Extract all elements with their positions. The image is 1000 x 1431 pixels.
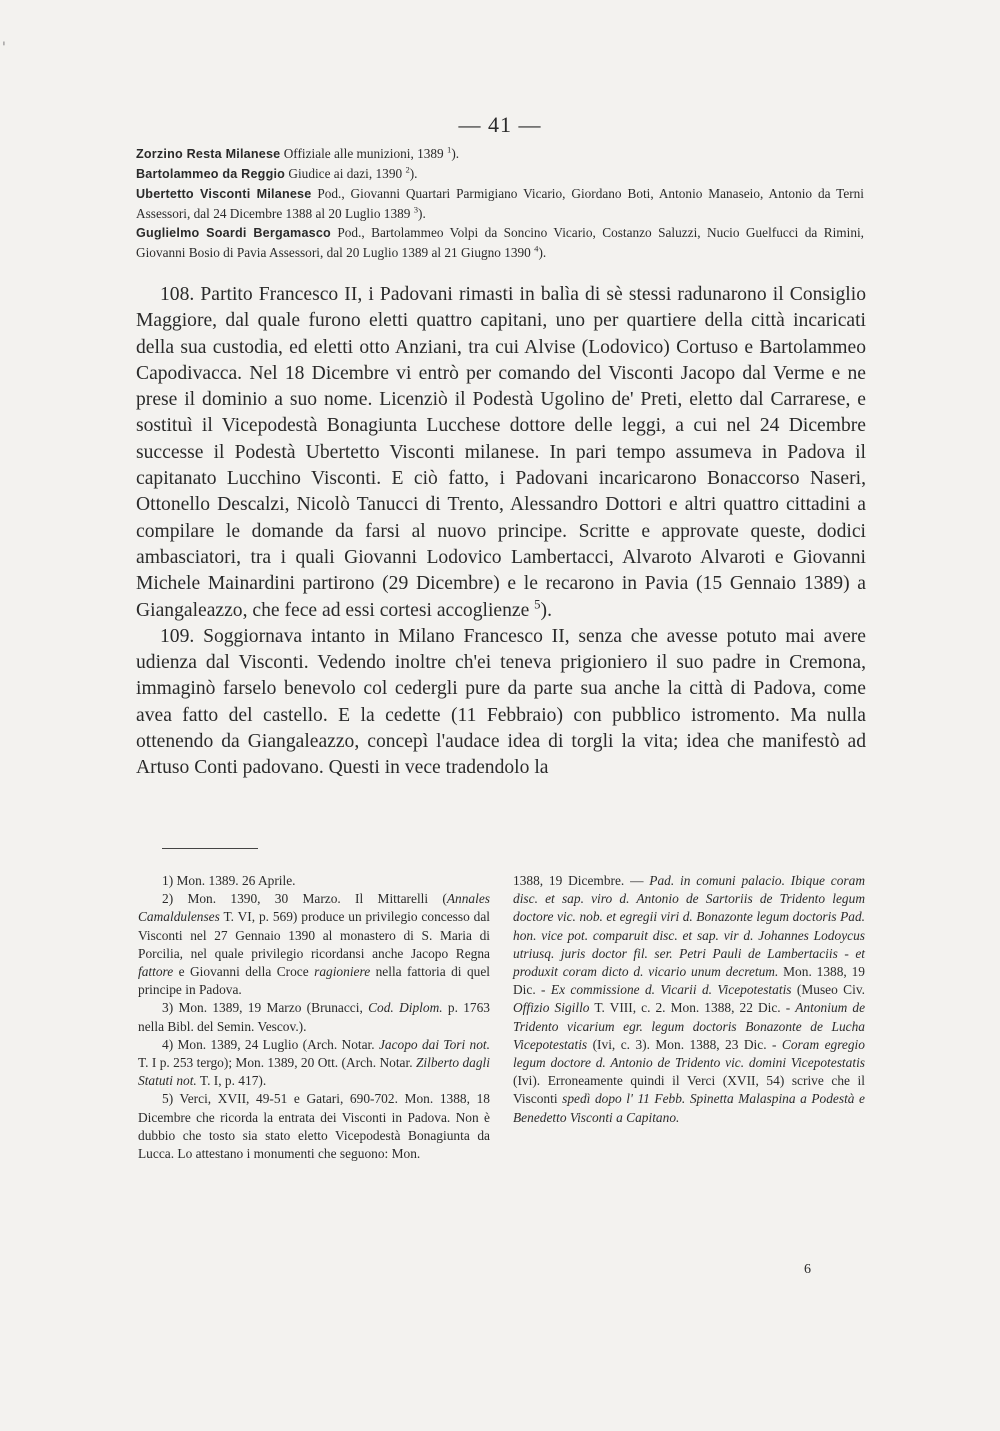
- official-entry: Bartolammeo da Reggio Giudice ai dazi, 1390 $^2$).: [136, 164, 418, 181]
- footnote-1: 1) Mon. 1389. 26 Aprile.: [162, 873, 296, 888]
- footnote-3: 3) Mon. 1389, 19 Marzo (Brunacci, Cod. Diplom. p. 1763 nella Bibl. del Semin. Vescov.).: [138, 1000, 490, 1034]
- page-number: — 41 —: [458, 112, 542, 137]
- official-entry: Ubertetto Visconti Milanese Pod., Giovanni Quartari Parmigiano Vicario, Giordano Boti, Antonio Manaseio, Antonio da Terni Assessori, dal 24 Dicembre 1388 al 20 Luglio 1389 $^3$).: [136, 186, 865, 221]
- footnotes-right-column: [513, 872, 865, 1127]
- footnote-2: 2) Mon. 1390, 30 Marzo. Il Mittarelli (Annales Camaldulenses T. VI, p. 569) produce un privilegio concesso dal Visconti nel 27 Gennaio 1390 al monastero di S. Maria di Porcilia, nel quale privilegio ricordansi anche Jacopo Regna fattore e Giovanni della Croce ragioniere nella fattoria di quel principe in Padova.: [138, 891, 490, 998]
- footnote-divider: [162, 848, 258, 849]
- margin-mark: ': [2, 40, 6, 56]
- signature-mark: 6: [804, 1262, 811, 1277]
- paragraph-109: 109. Soggiornava intanto in Milano Francesco II, senza che avesse potuto mai avere udienza dal Visconti. Vedendo inoltre ch'ei teneva prigioniero il suo padre in Cremona, immaginò farselo benevolo col cedergli pure da parte sua anche la città di Padova, come avea fatto del castello. E la cedette (11 Febbraio) con pubblico istromento. Ma nulla ottenendo da Giangaleazzo, concepì l'audace idea di torgli la vita; idea che manifestò ad Artuso Conti padovano. Questi in vece tradendolo la: [136, 625, 866, 779]
- footnotes-left-column: [138, 872, 490, 1163]
- officials-list: [136, 144, 864, 262]
- footnote-4: 4) Mon. 1389, 24 Luglio (Arch. Notar. Jacopo dai Tori not. T. I p. 253 tergo); Mon. 1389, 20 Ott. (Arch. Notar. Zilberto dagli Statuti not. T. I, p. 417).: [138, 1036, 490, 1089]
- official-entry: Zorzino Resta Milanese Offiziale alle munizioni, 1389 $^1$).: [136, 144, 460, 161]
- main-text: [136, 282, 866, 782]
- paragraph-108: 108. Partito Francesco II, i Padovani rimasti in balìa di sè stessi radunarono il Consiglio Maggiore, dal quale furono eletti quattro capitani, uno per quartiere della città incaricati della sua custodia, ed eletti otto Anziani, tra cui Alvise (Lodovico) Cortuso e Bartolammeo Capodivacca. Nel 18 Dicembre vi entrò per comando del Visconti Jacopo dal Verme e ne prese il dominio a suo nome. Licenziò il Podestà Ugolino de' Preti, eletto dal Carrarese, e sostituì il Vicepodestà Bonagiunta Lucchese dottore delle leggi, a cui nel 24 Dicembre successe il Podestà Ubertetto Visconti milanese. In pari tempo assumeva in Padova il capitanato Lucchino Visconti. E ciò fatto, i Padovani incaricarono Bonaccorso Naseri, Ottonello Descalzi, Nicolò Tanucci di Trento, Alessandro Dottori e altri quattro cittadini a compilare le domande da farsi al nuovo principe. Scritte e approvate queste, dodici ambasciatori, tra i quali Giovanni Lodovico Lambertacci, Alvaroto Alvaroti e Giovanni Michele Mainardini partirono (29 Dicembre) e le recarono in Pavia (15 Gennaio 1389) a Giangaleazzo, che fece ad essi cortesi accoglienze $^5$).: [136, 284, 866, 621]
- official-entry: Guglielmo Soardi Bergamasco Pod., Bartolammeo Volpi da Soncino Vicario, Costanzo Saluzzi, Nucio Guelfucci da Rimini, Giovanni Bosio di Pavia Assessori, dal 20 Luglio 1389 al 21 Giugno 1390 $^4$).: [136, 225, 864, 260]
- footnote-5-continued: 1388, 19 Dicembre. — Pad. in comuni palacio. Ibique coram disc. et sap. viro d. Antonio de Sartoriis de Tridento legum doctore vic. nob. et egregii viri d. Bonazonte legum doctoris Pad. hon. vice pot. comparuit disc. et sap. vir d. Johannes Lodoycus utriusq. juris doctor fil. ser. Petri Pauli de Lambertaciis - et produxit coram dicto d. vicario unum decretum. Mon. 1388, 19 Dic. - Ex commissione d. Vicarii d. Vicepotestatis (Museo Civ. Offizio Sigillo T. VIII, c. 2. Mon. 1388, 22 Dic. - Antonium de Tridento vicarium egr. legum doctoris Bonazonte de Lucha Vicepotestatis (Ivi, c. 3). Mon. 1388, 23 Dic. - Coram egregio legum doctore d. Antonio de Tridento vic. domini Vicepotestatis (Ivi). Erroneamente quindi il Verci (XVII, 54) scrive che il Visconti spedì dopo l' 11 Febb. Spinetta Malaspina a Podestà e Benedetto Visconti a Capitano.: [513, 873, 866, 1125]
- footnote-5: 5) Verci, XVII, 49-51 e Gatari, 690-702. Mon. 1388, 18 Dicembre che ricorda la entrata dei Visconti in Padova. Non è dubbio che tosto sia stato eletto Vicepodestà Bonagiunta da Lucca. Lo attestano i monumenti che seguono: Mon.: [138, 1091, 490, 1162]
